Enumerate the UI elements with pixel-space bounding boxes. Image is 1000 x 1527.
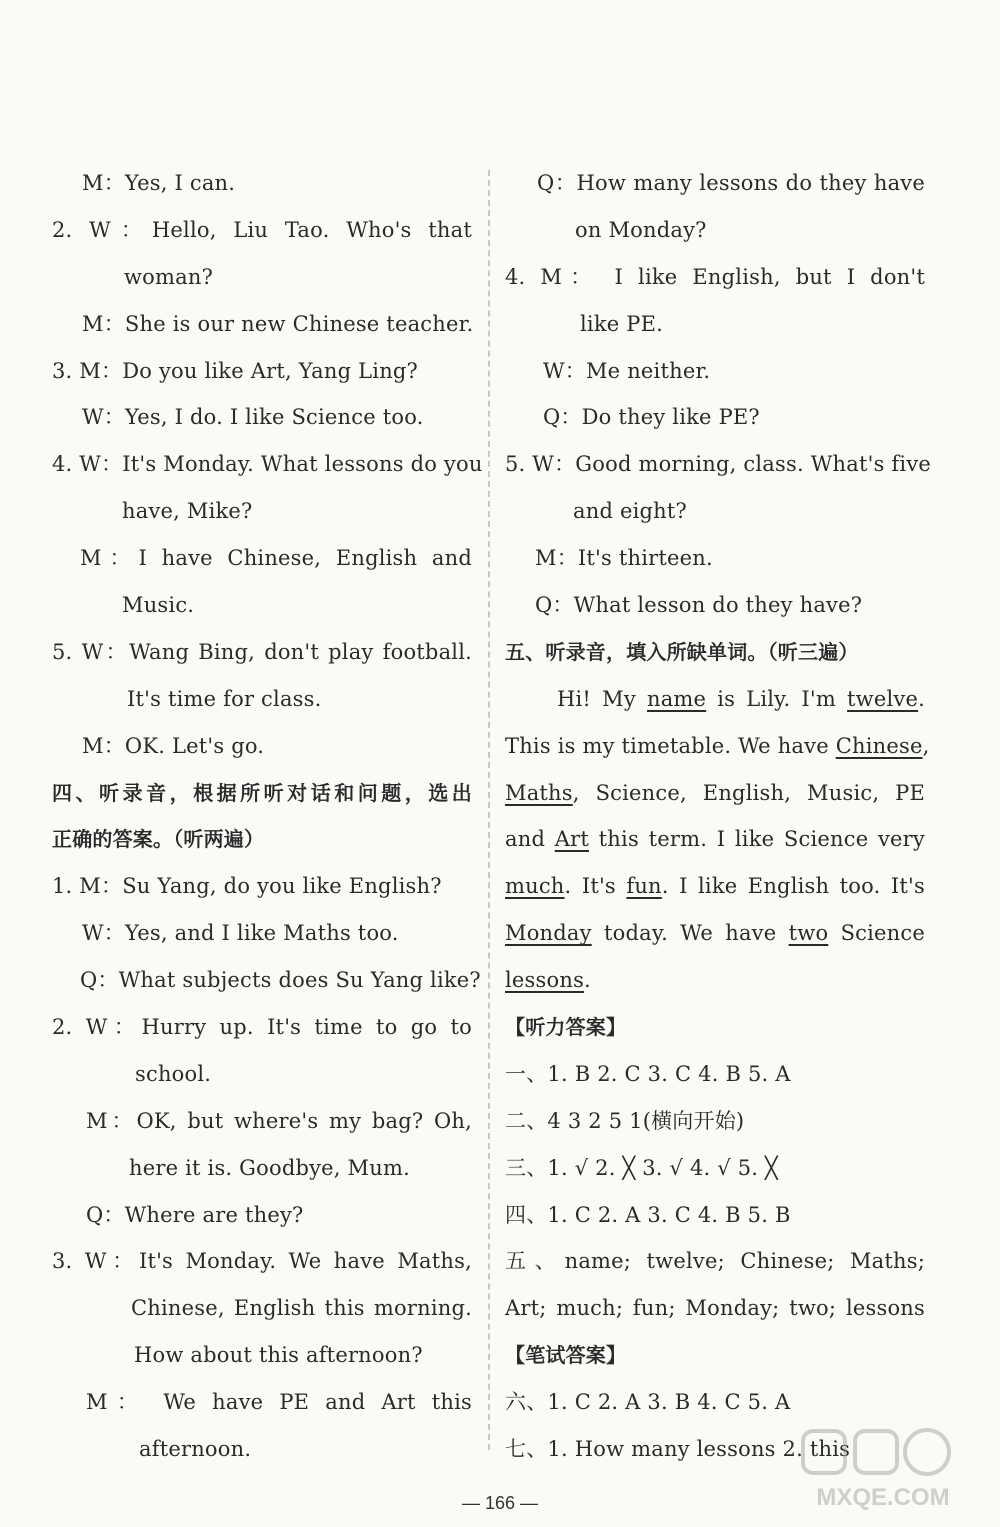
text-line: 5. W：Good morning, class. What's five (505, 452, 932, 477)
section-heading: 【笔试答案】 (505, 1343, 627, 1368)
text-line: 4. M： I like English, but I don't (505, 264, 925, 289)
answer-word: two (788, 921, 829, 946)
text-line: woman? (124, 264, 214, 289)
text-line: like PE. (580, 311, 663, 336)
text-line: 三、1. √ 2. ╳ 3. √ 4. √ 5. ╳ (505, 1155, 778, 1180)
text-line: W：Yes, and I like Maths too. (82, 921, 399, 946)
text-line: Monday today. We have two Science (505, 921, 925, 946)
text-line: afternoon. (139, 1437, 252, 1462)
text-line: W：Me neither. (543, 358, 711, 383)
text-line: How about this afternoon? (134, 1343, 423, 1368)
text-line: 六、1. C 2. A 3. B 4. C 5. A (505, 1390, 791, 1415)
text-line: 1. M：Su Yang, do you like English? (52, 874, 442, 899)
page-number: — 166 — (461, 1493, 539, 1513)
text-line: M：I have Chinese, English and (80, 546, 472, 571)
text-line: here it is. Goodbye, Mum. (129, 1155, 410, 1180)
text-line: Chinese, English this morning. (131, 1296, 472, 1321)
answer-word: fun (626, 874, 662, 899)
text-line: 2. W：Hurry up. It's time to go to (52, 1015, 472, 1040)
text-line: Music. (122, 593, 195, 618)
text-line: 4. W：It's Monday. What lessons do you (52, 452, 483, 477)
text-line: 二、4 3 2 5 1(横向开始) (505, 1108, 745, 1133)
text-line: Art; much; fun; Monday; two; lessons (505, 1296, 925, 1321)
watermark-text: MXQE.COM (816, 1484, 950, 1511)
answer-word: twelve (847, 686, 919, 711)
text-line: 四、1. C 2. A 3. C 4. B 5. B (505, 1202, 791, 1227)
text-line: M：OK, but where's my bag? Oh, (86, 1108, 472, 1133)
text-line: and eight? (573, 499, 687, 524)
text-line: Maths, Science, English, Music, PE (505, 780, 925, 805)
answer-word: much (505, 874, 565, 899)
text-line: M：OK. Let's go. (82, 733, 265, 758)
watermark-logo (795, 1423, 970, 1513)
answer-word: Maths (505, 780, 573, 805)
text-line: Q：Do they like PE? (543, 405, 760, 430)
text-line: 3. W：It's Monday. We have Maths, (52, 1249, 472, 1274)
text-line: have, Mike? (122, 499, 253, 524)
text-line: W：Yes, I do. I like Science too. (82, 405, 424, 430)
text-line: Q：What subjects does Su Yang like? (80, 968, 481, 993)
text-line: 五、name; twelve; Chinese; Maths; (505, 1249, 925, 1274)
answer-word: Chinese (835, 733, 923, 758)
text-line: M：She is our new Chinese teacher. (82, 311, 474, 336)
text-line: This is my timetable. We have Chinese, (505, 733, 930, 758)
text-line: 一、1. B 2. C 3. C 4. B 5. A (505, 1061, 791, 1086)
answer-word: name (646, 686, 707, 711)
text-line: Q：How many lessons do they have (537, 171, 925, 195)
text-line: lessons. (505, 968, 591, 993)
text-line: 七、1. How many lessons 2. this (505, 1437, 851, 1462)
text-line: and Art this term. I like Science very (505, 827, 925, 852)
text-line: M： We have PE and Art this (86, 1390, 472, 1415)
text-line: Q：Where are they? (86, 1202, 304, 1227)
left-column (52, 160, 483, 1473)
answer-word: Art (554, 827, 589, 852)
answer-word: Monday (505, 921, 592, 946)
section-heading: 五、听录音，填入所缺单词。（听三遍） (505, 639, 859, 664)
text-line: on Monday? (575, 217, 707, 242)
text-line: Q：What lesson do they have? (535, 593, 863, 618)
text-line: 5. W：Wang Bing, don't play football. (52, 639, 472, 664)
text-line: It's time for class. (127, 686, 322, 711)
column-divider (488, 170, 490, 1450)
text-line: M：Yes, I can. (82, 171, 236, 195)
answer-word: lessons (505, 968, 585, 993)
right-column (505, 160, 932, 1473)
text-line: 3. M：Do you like Art, Yang Ling? (52, 358, 419, 383)
text-line: Hi! My name is Lily. I'm twelve. (557, 686, 925, 711)
section-heading: 正确的答案。（听两遍） (52, 827, 265, 852)
section-heading: 【听力答案】 (505, 1015, 627, 1040)
text-line: school. (135, 1061, 212, 1086)
text-line: much. It's fun. I like English too. It's (505, 874, 925, 899)
text-line: 2. W：Hello, Liu Tao. Who's that (52, 217, 472, 242)
section-heading: 四、听录音，根据所听对话和问题，选出 (52, 780, 472, 805)
text-line: M：It's thirteen. (535, 546, 713, 571)
